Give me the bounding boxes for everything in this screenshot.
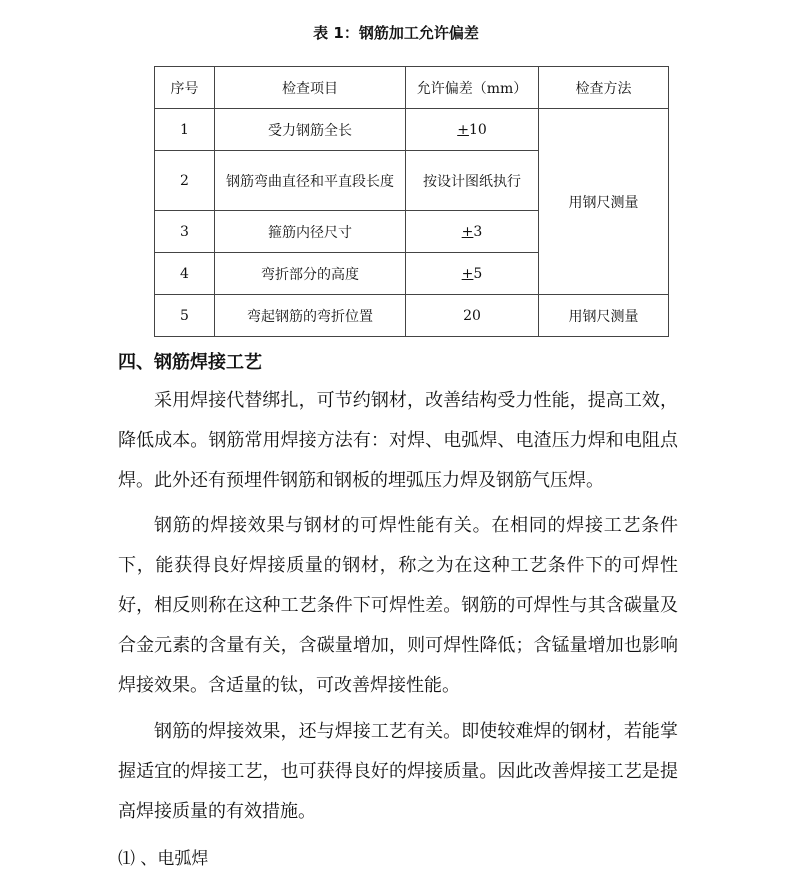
subsection-heading: ⑴ 、电弧焊 — [118, 849, 209, 869]
header-tolerance: 允许偏差（mm） — [406, 67, 539, 109]
cell-item: 受力钢筋全长 — [215, 109, 406, 151]
tolerance-value: 10 — [468, 121, 487, 138]
cell-tolerance — [406, 211, 539, 253]
table-caption: 表 1：钢筋加工允许偏差 — [313, 24, 479, 42]
tolerance-sign: + — [461, 265, 474, 282]
cell-item: 箍筋内径尺寸 — [215, 211, 406, 253]
paragraph-1: 采用焊接代替绑扎，可节约钢材，改善结构受力性能，提高工效，降低成本。钢筋常用焊接方法有：对焊、电弧焊、电渣压力焊和电阻点焊。此外还有预埋件钢筋和钢板的埋弧压力焊及钢筋气压焊。 — [118, 390, 678, 491]
cell-item: 弯起钢筋的弯折位置 — [215, 295, 406, 337]
cell-item: 弯折部分的高度 — [215, 253, 406, 295]
header-item: 检查项目 — [215, 67, 406, 109]
paragraph-3: 钢筋的焊接效果，还与焊接工艺有关。即使较难焊的钢材，若能掌握适宜的焊接工艺，也可获得良好的焊接质量。因此改善焊接工艺是提高焊接质量的有效措施。 — [118, 721, 678, 822]
cell-method: 用钢尺测量 — [539, 295, 669, 337]
cell-no: 1 — [155, 109, 215, 151]
cell-tolerance — [406, 109, 539, 151]
cell-no: 4 — [155, 253, 215, 295]
tolerance-table — [154, 66, 669, 337]
cell-no: 2 — [155, 151, 215, 211]
section-heading: 四、钢筋焊接工艺 — [118, 352, 262, 373]
cell-tolerance: 20 — [406, 295, 539, 337]
cell-item: 钢筋弯曲直径和平直段长度 — [215, 151, 406, 211]
cell-tolerance — [406, 253, 539, 295]
table-header-row — [155, 67, 669, 109]
cell-method-merged: 用钢尺测量 — [539, 109, 669, 295]
cell-tolerance: 按设计图纸执行 — [406, 151, 539, 211]
tolerance-sign: + — [457, 121, 469, 138]
cell-no: 5 — [155, 295, 215, 337]
paragraph-2: 钢筋的焊接效果与钢材的可焊性能有关。在相同的焊接工艺条件下，能获得良好焊接质量的钢材，称之为在这种工艺条件下的可焊性好，相反则称在这种工艺条件下可焊性差。钢筋的可焊性与其含碳量及合金元素的含量有关，含碳量增加，则可焊性降低；含锰量增加也影响焊接效果。含适量的钛，可改善焊接性能。 — [118, 515, 678, 696]
tolerance-sign: + — [461, 223, 474, 240]
tolerance-value: 5 — [473, 265, 483, 282]
tolerance-value: 3 — [473, 223, 483, 240]
table-row — [155, 109, 669, 151]
header-no: 序号 — [155, 67, 215, 109]
header-method: 检查方法 — [539, 67, 669, 109]
cell-no: 3 — [155, 211, 215, 253]
table-row — [155, 295, 669, 337]
